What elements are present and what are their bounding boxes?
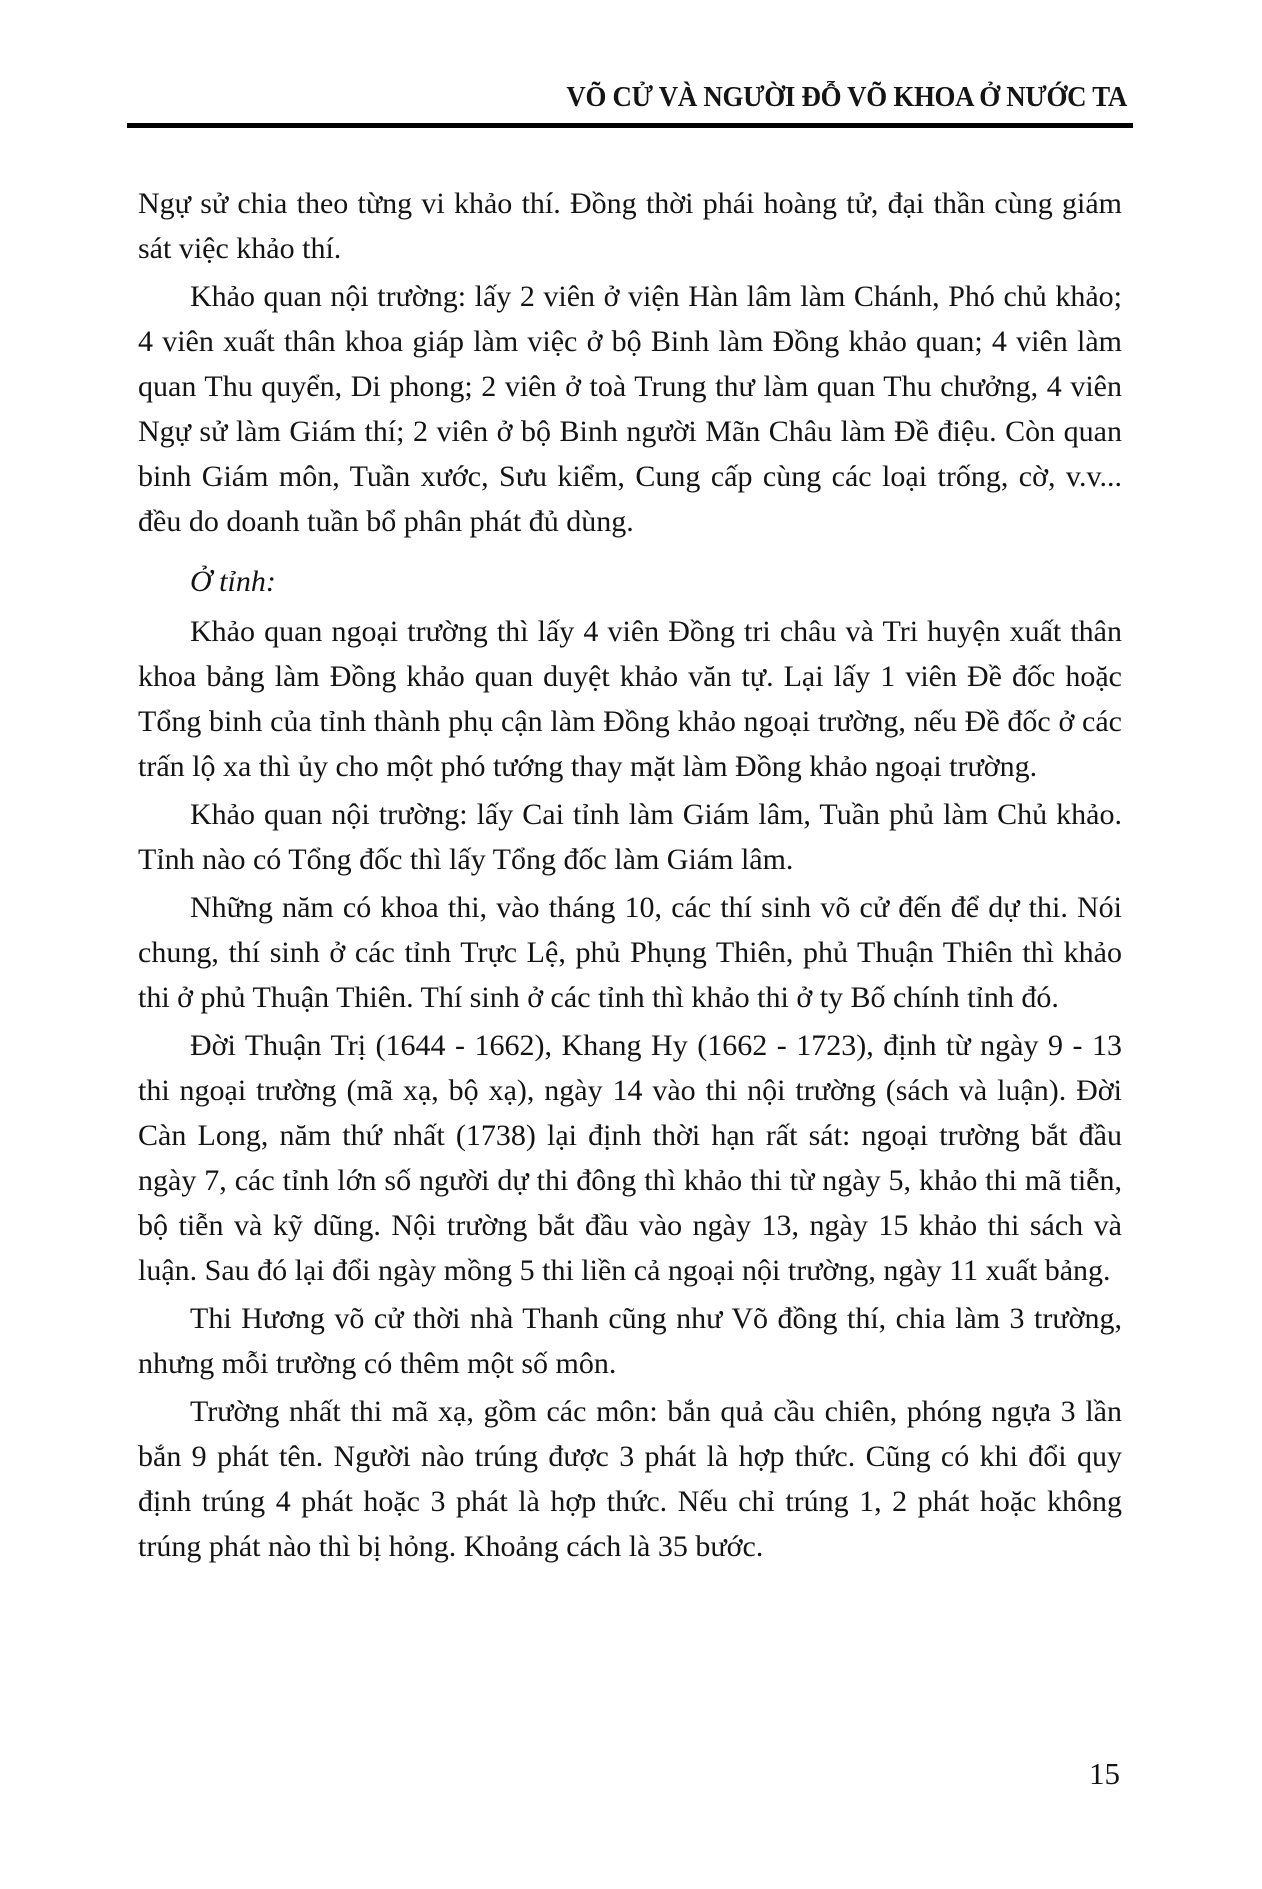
header-rule [127, 123, 1133, 128]
page-body [138, 181, 1122, 1572]
section-label-o-tinh: Ở tỉnh: [190, 565, 276, 598]
paragraph-khao-quan-noi-truong-kinh: Khảo quan nội trường: lấy 2 viên ở viện Hàn lâm làm Chánh, Phó chủ khảo; 4 viên xuất thân khoa giáp làm việc ở bộ Binh làm Đồng khảo quan; 4 viên làm quan Thu quyển, Di phong; 2 viên ở toà Trung thư làm quan Thu chưởng, 4 viên Ngự sử làm Giám thí; 2 viên ở bộ Binh người Mãn Châu làm Đề điệu. Còn quan binh Giám môn, Tuần xước, Sưu kiểm, Cung cấp cùng các loại trống, cờ, v.v... đều do doanh tuần bổ phân phát đủ dùng. [138, 280, 1122, 538]
running-title: VÕ CỬ VÀ NGƯỜI ĐỖ VÕ KHOA Ở NƯỚC TA [566, 82, 1127, 113]
paragraph-khao-quan-ngoai-truong: Khảo quan ngoại trường thì lấy 4 viên Đồng tri châu và Tri huyện xuất thân khoa bảng làm Đồng khảo quan duyệt khảo văn tự. Lại lấy 1 viên Đề đốc hoặc Tổng binh của tỉnh thành phụ cận làm Đồng khảo ngoại trường, nếu Đề đốc ở các trấn lộ xa thì ủy cho một phó tướng thay mặt làm Đồng khảo ngoại trường. [138, 615, 1122, 783]
paragraph-thi-huong-vo-cu: Thi Hương võ cử thời nhà Thanh cũng như Võ đồng thí, chia làm 3 trường, nhưng mỗi trường có thêm một số môn. [138, 1302, 1122, 1380]
paragraph-continuation: Ngự sử chia theo từng vi khảo thí. Đồng thời phái hoàng tử, đại thần cùng giám sát việc khảo thí. [138, 187, 1122, 265]
paragraph-nhung-nam-khoa-thi: Những năm có khoa thi, vào tháng 10, các thí sinh võ cử đến để dự thi. Nói chung, thí sinh ở các tỉnh Trực Lệ, phủ Phụng Thiên, phủ Thuận Thiên thì khảo thi ở phủ Thuận Thiên. Thí sinh ở các tỉnh thì khảo thi ở ty Bố chính tỉnh đó. [138, 891, 1122, 1014]
paragraph-khao-quan-noi-truong-tinh: Khảo quan nội trường: lấy Cai tỉnh làm Giám lâm, Tuần phủ làm Chủ khảo. Tỉnh nào có Tổng đốc thì lấy Tổng đốc làm Giám lâm. [138, 798, 1122, 876]
page-number: 15 [1089, 1756, 1120, 1791]
paragraph-truong-nhat-ma-xa: Trường nhất thi mã xạ, gồm các môn: bắn quả cầu chiên, phóng ngựa 3 lần bắn 9 phát tên. Người nào trúng được 3 phát là hợp thức. Cũng có khi đổi quy định trúng 4 phát hoặc 3 phát là hợp thức. Nếu chỉ trúng 1, 2 phát hoặc không trúng phát nào thì bị hỏng. Khoảng cách là 35 bước. [138, 1395, 1122, 1563]
paragraph-doi-thuan-tri: Đời Thuận Trị (1644 - 1662), Khang Hy (1662 - 1723), định từ ngày 9 - 13 thi ngoại trường (mã xạ, bộ xạ), ngày 14 vào thi nội trường (sách và luận). Đời Càn Long, năm thứ nhất (1738) lại định thời hạn rất sát: ngoại trường bắt đầu ngày 7, các tỉnh lớn số người dự thi đông thì khảo thi từ ngày 5, khảo thi mã tiễn, bộ tiễn và kỹ dũng. Nội trường bắt đầu vào ngày 13, ngày 15 khảo thi sách và luận. Sau đó lại đổi ngày mồng 5 thi liền cả ngoại nội trường, ngày 11 xuất bảng. [138, 1029, 1122, 1287]
